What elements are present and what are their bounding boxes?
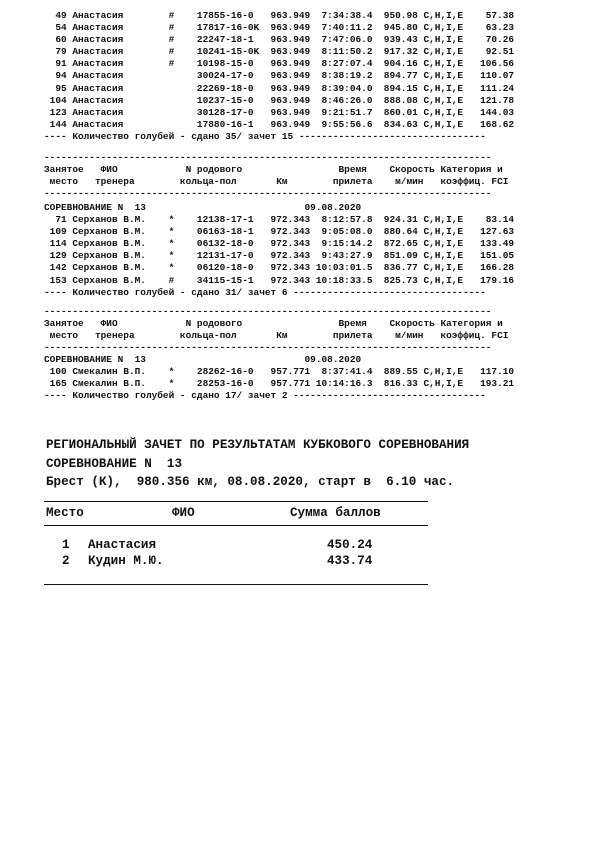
table-row: 54 Анастасия # 17817-16-0K 963.949 7:40:11.2 945.80 C,H,I,E 63.23 — [44, 22, 515, 34]
table-row: 114 Серханов В.М. * 06132-18-0 972.343 9:15:14.2 872.65 C,H,I,E 133.49 — [44, 238, 515, 250]
table-header — [44, 306, 508, 354]
regional-col-place: Место — [46, 506, 84, 520]
regional-sum: 433.74 — [327, 554, 373, 568]
section-title: СОРЕВНОВАНИЕ N 13 09.08.2020 — [44, 202, 362, 213]
table-row: 91 Анастасия # 10198-15-0 963.949 8:27:07.4 904.16 C,H,I,E 106.56 — [44, 58, 515, 70]
header-line-1: Занятое ФИО N родового Время Скорость Категория и — [44, 164, 503, 176]
table-row: 153 Серханов В.М. # 34115-15-1 972.343 10:18:33.5 825.73 C,H,I,E 179.16 — [44, 274, 515, 286]
regional-title-1: РЕГИОНАЛЬНЫЙ ЗАЧЕТ ПО РЕЗУЛЬТАТАМ КУБКОВОГО СОРЕВНОВАНИЯ — [46, 438, 470, 452]
regional-rule-mid — [44, 525, 428, 526]
regional-rule-bottom — [44, 584, 428, 585]
section-summary: ---- Количество голубей - сдано 35/ зачет 15 --------------------------------- — [44, 130, 486, 142]
regional-name: Кудин М.Ю. — [88, 554, 164, 568]
table-row: 104 Анастасия 10237-15-0 963.949 8:46:26.0 888.08 C,H,I,E 121.78 — [44, 94, 515, 106]
regional-place: 2 — [62, 554, 70, 568]
table-row: 95 Анастасия 22269-18-0 963.949 8:39:04.0 894.15 C,H,I,E 111.24 — [44, 82, 515, 94]
section-title: СОРЕВНОВАНИЕ N 13 09.08.2020 — [44, 354, 362, 365]
table-row: 129 Серханов В.М. * 12131-17-0 972.343 9:43:27.9 851.09 C,H,I,E 151.05 — [44, 250, 515, 262]
table-row: 71 Серханов В.М. * 12138-17-1 972.343 8:12:57.8 924.31 C,H,I,E 83.14 — [44, 214, 515, 226]
regional-col-sum: Сумма баллов — [290, 506, 381, 520]
header-line-1: Занятое ФИО N родового Время Скорость Категория и — [44, 318, 503, 330]
header-rule: ------------------------------------------------------------------------------- — [44, 188, 492, 200]
table-row: 100 Смекалин В.П. * 28262-16-0 957.771 8:37:41.4 889.55 C,H,I,E 117.10 — [44, 366, 515, 378]
table-row: 94 Анастасия 30024-17-0 963.949 8:38:19.2 894.77 C,H,I,E 110.07 — [44, 70, 515, 82]
regional-sum: 450.24 — [327, 538, 373, 552]
table-row: 49 Анастасия # 17855-16-0 963.949 7:34:38.4 950.98 C,H,I,E 57.38 — [44, 10, 515, 21]
section2 — [44, 202, 514, 299]
regional-col-name: ФИО — [172, 506, 195, 520]
table-row: 123 Анастасия 30128-17-0 963.949 9:21:51.7 860.01 C,H,I,E 144.03 — [44, 106, 515, 118]
table-row: 144 Анастасия 17880-16-1 963.949 9:55:56.6 834.63 C,H,I,E 168.62 — [44, 118, 515, 130]
regional-title-2: СОРЕВНОВАНИЕ N 13 — [46, 457, 183, 471]
regional-title-3: Брест (К), 980.356 км, 08.08.2020, старт в 6.10 час. — [46, 475, 455, 489]
section-summary: ---- Количество голубей - сдано 17/ зачет 2 ---------------------------------- — [44, 390, 486, 402]
regional-rule-top — [44, 501, 428, 502]
section3 — [44, 354, 514, 402]
regional-name: Анастасия — [88, 538, 157, 552]
section1-rows — [44, 10, 514, 143]
table-row: 109 Серханов В.М. * 06163-18-1 972.343 9:05:08.0 880.64 C,H,I,E 127.63 — [44, 226, 515, 238]
table-row: 60 Анастасия # 22247-18-1 963.949 7:47:06.0 939.43 C,H,I,E 70.26 — [44, 34, 515, 46]
table-row: 79 Анастасия # 10241-15-0K 963.949 8:11:50.2 917.32 C,H,I,E 92.51 — [44, 46, 515, 58]
header-line-2: место тренера кольца-пол Км прилета м/мин коэффиц. FCI — [44, 330, 509, 342]
table-row: 142 Серханов В.М. * 06120-18-0 972.343 10:03:01.5 836.77 C,H,I,E 166.28 — [44, 262, 515, 274]
regional-place: 1 — [62, 538, 70, 552]
header-rule: ------------------------------------------------------------------------------- — [44, 152, 492, 163]
section-summary: ---- Количество голубей - сдано 31/ зачет 6 ---------------------------------- — [44, 286, 486, 298]
table-header — [44, 152, 508, 200]
header-rule: ------------------------------------------------------------------------------- — [44, 306, 492, 317]
header-line-2: место тренера кольца-пол Км прилета м/мин коэффиц. FCI — [44, 176, 509, 188]
table-row: 165 Смекалин В.П. * 28253-16-0 957.771 10:14:16.3 816.33 C,H,I,E 193.21 — [44, 378, 515, 390]
header-rule: ------------------------------------------------------------------------------- — [44, 342, 492, 354]
